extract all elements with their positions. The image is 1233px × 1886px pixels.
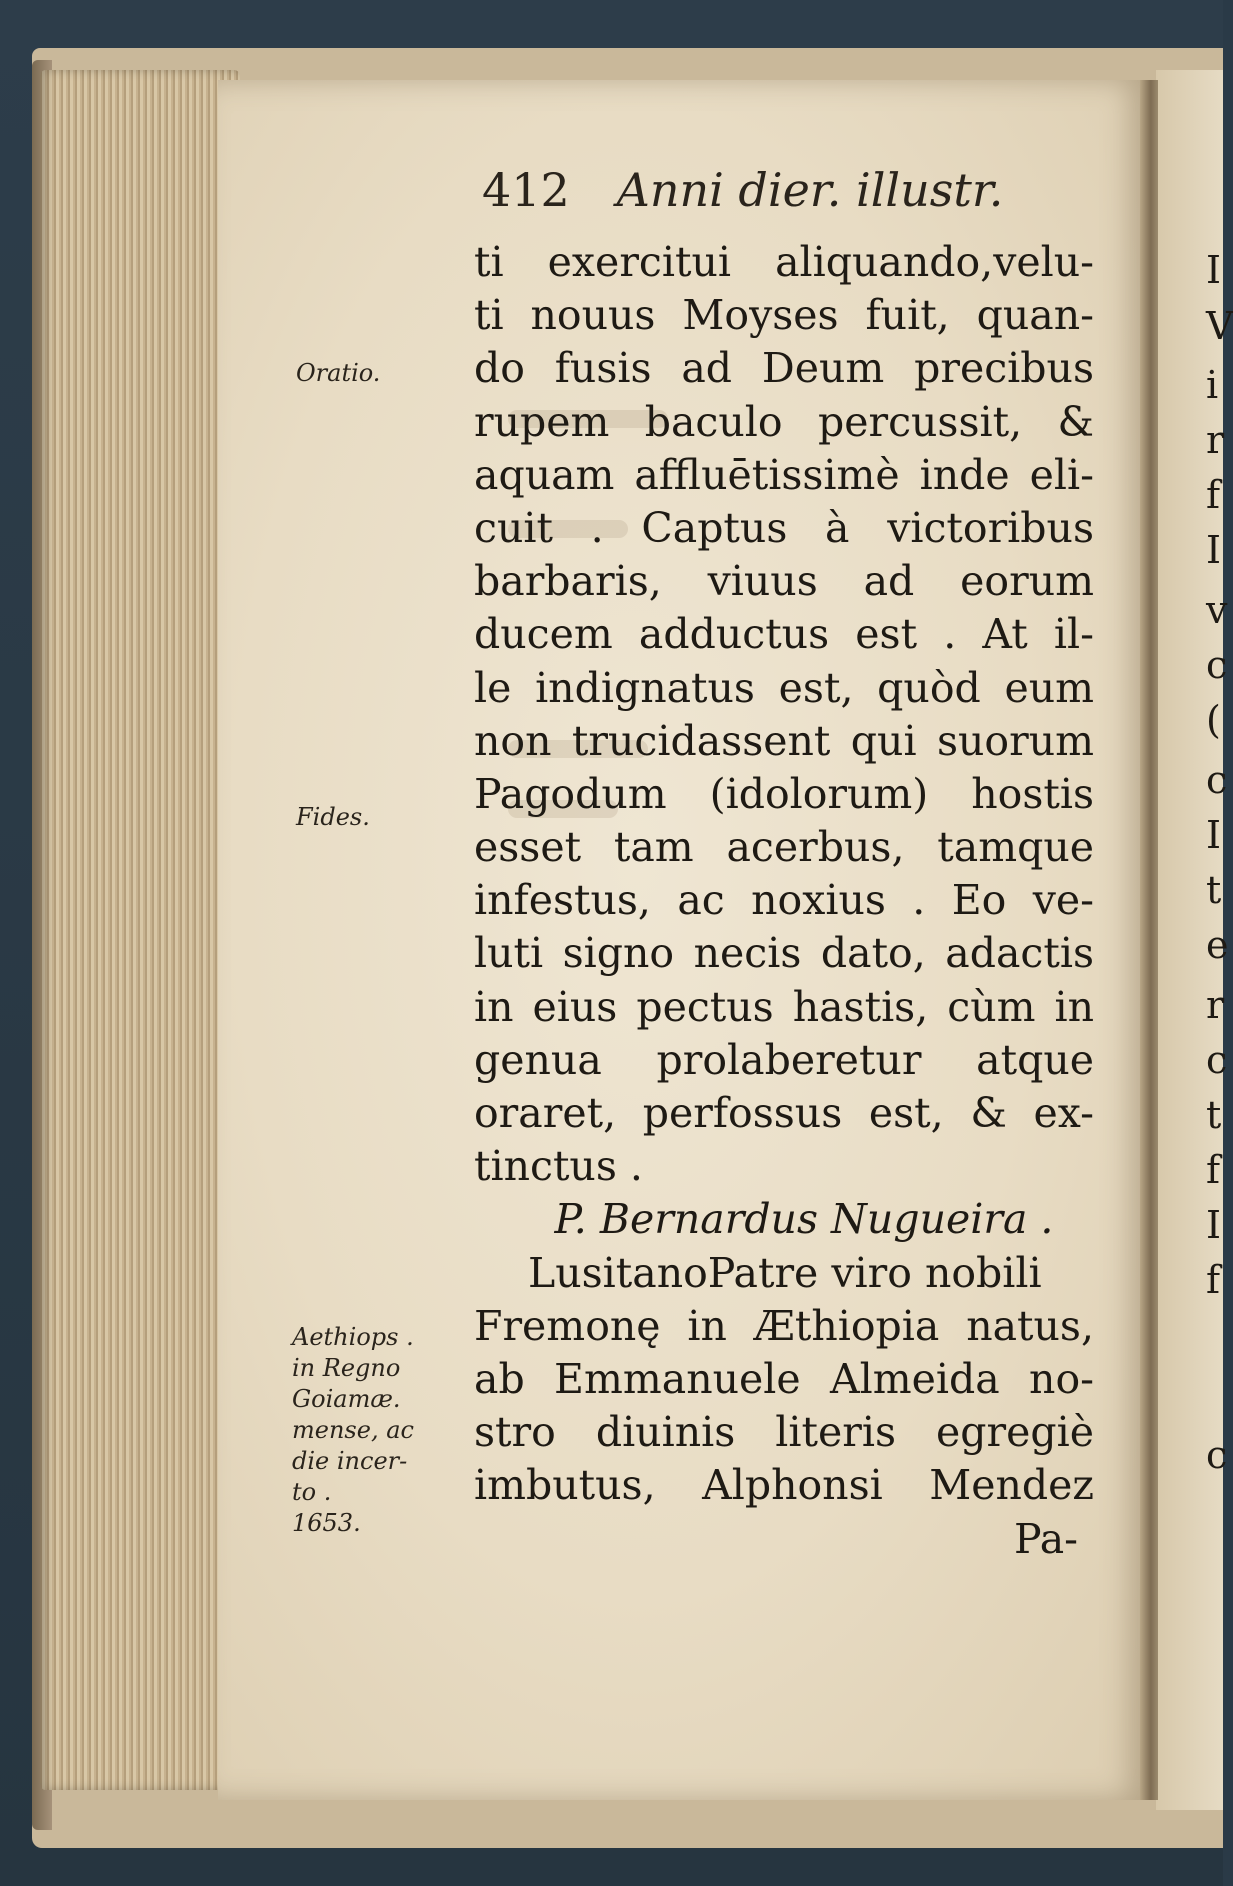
- text-line: LusitanoPatre viro nobili: [528, 1248, 1042, 1297]
- text-line: infestus, ac noxius . Eo ve-: [474, 876, 1094, 925]
- text-line: imbutus, Alphonsi Mendez: [474, 1461, 1094, 1510]
- facing-page-letter: (: [1206, 698, 1221, 742]
- text-line: Pagodum (idolorum) hostis: [474, 769, 1094, 818]
- facing-page-letter: f: [1206, 1258, 1221, 1302]
- text-line: genua prolaberetur atque: [474, 1035, 1094, 1084]
- margin-note-line: mense, ac: [292, 1416, 414, 1444]
- text-line: cuit . Captus à victoribus: [474, 503, 1094, 552]
- text-line: aquam affluētissimè inde eli-: [474, 450, 1094, 499]
- margin-note-line: Aethiops .: [292, 1323, 414, 1351]
- text-line: ab Emmanuele Almeida no-: [474, 1354, 1094, 1403]
- text-line: in eius pectus hastis, cùm in: [474, 982, 1094, 1031]
- page-number: 412: [482, 163, 570, 217]
- text-line: stro diuinis literis egregiè: [474, 1408, 1094, 1457]
- facing-page-letter: f: [1206, 1148, 1221, 1192]
- running-head: [482, 160, 1102, 220]
- text-line: barbaris, viuus ad eorum: [474, 557, 1094, 606]
- text-line: do fusis ad Deum precibus: [474, 344, 1094, 393]
- facing-page-letter: c: [1206, 1433, 1228, 1477]
- text-line: Fremonę in Æthiopia natus,: [474, 1301, 1094, 1350]
- text-line: esset tam acerbus, tamque: [474, 823, 1094, 872]
- text-line: tinctus .: [474, 1142, 643, 1191]
- facing-page-letter: i: [1206, 363, 1219, 407]
- facing-page-letter: I: [1206, 1203, 1222, 1247]
- text-line: ti nouus Moyses fuit, quan-: [474, 291, 1094, 340]
- text-line: ti exercitui aliquando,velu-: [474, 238, 1094, 286]
- text-line: le indignatus est, quòd eum: [474, 663, 1094, 712]
- catchword: Pa-: [1013, 1514, 1078, 1563]
- text-line: rupem baculo percussit, &: [474, 397, 1094, 446]
- margin-note-line: die incer-: [292, 1447, 408, 1475]
- facing-page-letter: I: [1206, 813, 1222, 857]
- facing-page-letter: V: [1206, 304, 1233, 348]
- text-line: oraret, perfossus est, & ex-: [474, 1089, 1094, 1137]
- page-edges: [40, 70, 240, 1790]
- facing-page-letter: I: [1206, 528, 1222, 572]
- facing-page-letter: c: [1206, 1038, 1228, 1082]
- margin-note-line: in Regno: [292, 1354, 401, 1382]
- text-line: ducem adductus est . At il-: [474, 610, 1094, 659]
- margin-note-oratio: Oratio.: [296, 359, 381, 387]
- section-heading: P. Bernardus Nugueira .: [554, 1195, 1054, 1244]
- facing-page-letter: c: [1206, 758, 1228, 802]
- facing-page-letter: v: [1206, 588, 1228, 632]
- margin-note-line: 1653.: [292, 1509, 361, 1537]
- margin-note-line: Goiamæ.: [292, 1385, 401, 1413]
- running-head-title: Anni dier. illustr.: [616, 163, 1004, 217]
- body-text: [474, 236, 1094, 1566]
- facing-page-letter: t: [1206, 1093, 1222, 1137]
- facing-page-letter: I: [1206, 248, 1222, 292]
- facing-page-letter: c: [1206, 643, 1228, 687]
- text-line: luti signo necis dato, adactis: [474, 929, 1094, 978]
- facing-page-letter: e: [1206, 923, 1229, 967]
- margin-note-line: to .: [292, 1478, 332, 1506]
- gutter: [1140, 80, 1158, 1800]
- facing-page-letter: r: [1206, 983, 1225, 1027]
- text-line: non trucidassent qui suorum: [474, 716, 1094, 765]
- facing-page-letter: r: [1206, 418, 1225, 462]
- margin-note-aethiops: [292, 1322, 414, 1539]
- margin-note-fides: Fides.: [296, 803, 370, 831]
- facing-page-letter: f: [1206, 473, 1221, 517]
- facing-page-letter: t: [1206, 868, 1222, 912]
